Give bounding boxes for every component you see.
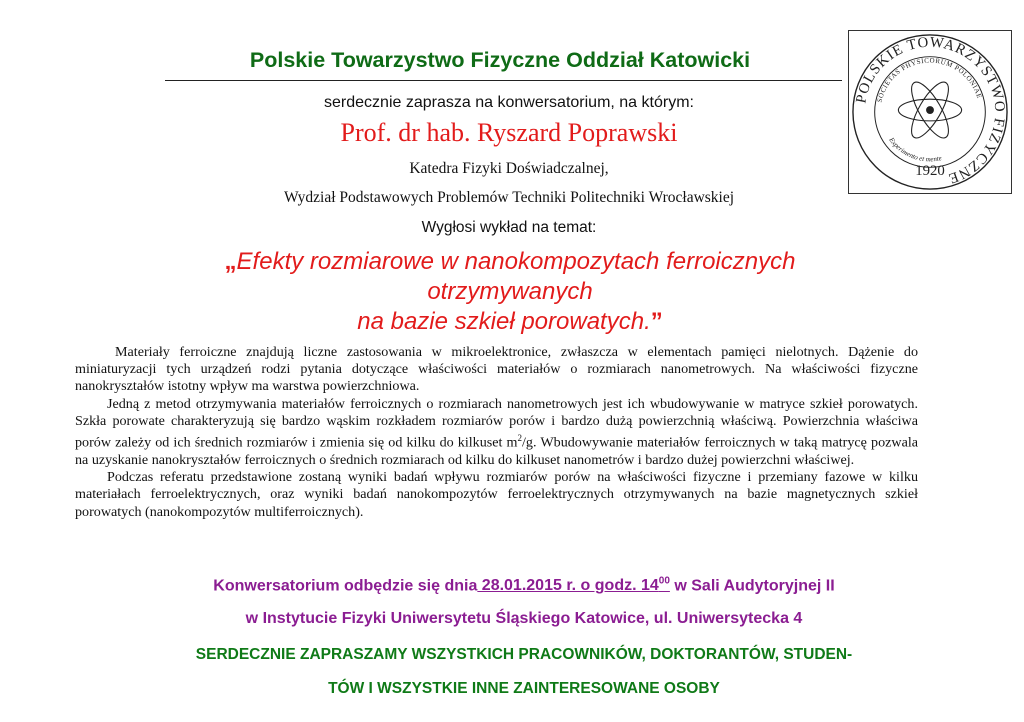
lecture-close-quote: ”	[650, 308, 663, 335]
seal-outer-text: POLSKIE TOWARZYSTWO FIZYCZNE	[853, 34, 1008, 187]
abstract-paragraph-1: Materiały ferroiczne znajdują liczne zastosowania w mikroelektronice, zwłaszcza w elementach pamięci nielotnych. Dążenie do miniaturyzacji tych urządzeń rodzi pytania dotyczące właściwości materiałów o rozmiarach nanometrowych. Na właściwości fizyczne nanokryształów istotny wpływ ma warstwa powierzchniowa.	[75, 344, 918, 395]
event-place: w Instytucie Fizyki Uniwersytetu Śląskiego Katowice, ul. Uniwersytecka 4	[245, 610, 803, 627]
organization-title: Polskie Towarzystwo Fizyczne Oddział Katowicki	[249, 48, 751, 72]
abstract-paragraph-2	[75, 396, 918, 470]
seal-motto: Experimento et mente	[887, 136, 943, 164]
event-date-line	[12, 576, 1024, 595]
event-room: w Sali Audytoryjnej II	[669, 577, 835, 595]
lecture-title-line-1: Efekty rozmiarowe w nanokompozytach ferroicznych	[236, 248, 796, 275]
event-date-time-text: 28.01.2015 r. o godz. 14	[477, 577, 659, 595]
lecture-title-line-2: otrzymywanych	[427, 278, 593, 305]
closing-invitation-line-2: TÓW I WSZYSTKIE INNE ZAINTERESOWANE OSOBY	[328, 680, 720, 697]
event-minutes: 00	[658, 576, 670, 587]
speaker-department: Katedra Fizyki Doświadczalnej,	[409, 160, 609, 177]
lecture-abstract	[75, 344, 918, 521]
event-date-time	[477, 577, 670, 594]
lecture-title-line-3: na bazie szkieł porowatych.	[357, 308, 651, 335]
abstract-paragraph-2-part-1: Jedną z metod otrzymywania materiałów ferroicznych o rozmiarach nanometrowych jest ich wbudowywanie w matryce szkieł porowatych. Szkła porowate charakteryzują się bardzo wąskim rozkładem rozmiarów porów i bardzo dużą powierzchnią właściwą. Powierzchnia właściwa porów zależy od ich średnich rozmiarów i zmienia się od kilku do kilkuset m	[75, 395, 918, 451]
speaker-faculty: Wydział Podstawowych Problemów Techniki Politechniki Wrocławskiej	[283, 189, 735, 206]
speaker-name: Prof. dr hab. Ryszard Poprawski	[340, 118, 678, 147]
event-prefix: Konwersatorium odbędzie się dnia	[213, 577, 478, 595]
closing-invitation-line-1: SERDECZNIE ZAPRASZAMY WSZYSTKICH PRACOWNIKÓW, DOKTORANTÓW, STUDEN-	[195, 646, 853, 663]
lecture-open-quote: „	[224, 248, 237, 275]
lecture-title	[80, 247, 940, 337]
unit-superscript: 2	[517, 433, 523, 444]
seal-inner-text: SOCIETAS PHYSICORUM POLONIAE	[876, 57, 983, 104]
abstract-paragraph-3: Podczas referatu przedstawione zostaną wyniki badań wpływu rozmiarów porów na właściwości fizyczne i przemiany fazowe w kilku materiałach ferroelektrycznych, oraz wyniki badań nanokompozytów ferroelektrycznych otrzymywanych na bazie magnetycznych szkieł porowatych (nanokompozytów multiferroicznych).	[75, 469, 918, 520]
invitation-line: serdecznie zaprasza na konwersatorium, na którym:	[324, 94, 694, 111]
header-underline	[165, 80, 842, 81]
seal-year: 1920	[915, 163, 945, 180]
lecture-intro: Wygłosi wykład na temat:	[421, 219, 597, 236]
abstract-paragraph-2-part-2: /g. Wbudowywanie materiałów ferroicznych w taką matrycę pozwala na uzyskanie nanokryształów ferroicznych o średnich rozmiarach od kilku do kilkuset nanometrów i bardzo dużej powierzchni właściwej.	[75, 434, 918, 468]
